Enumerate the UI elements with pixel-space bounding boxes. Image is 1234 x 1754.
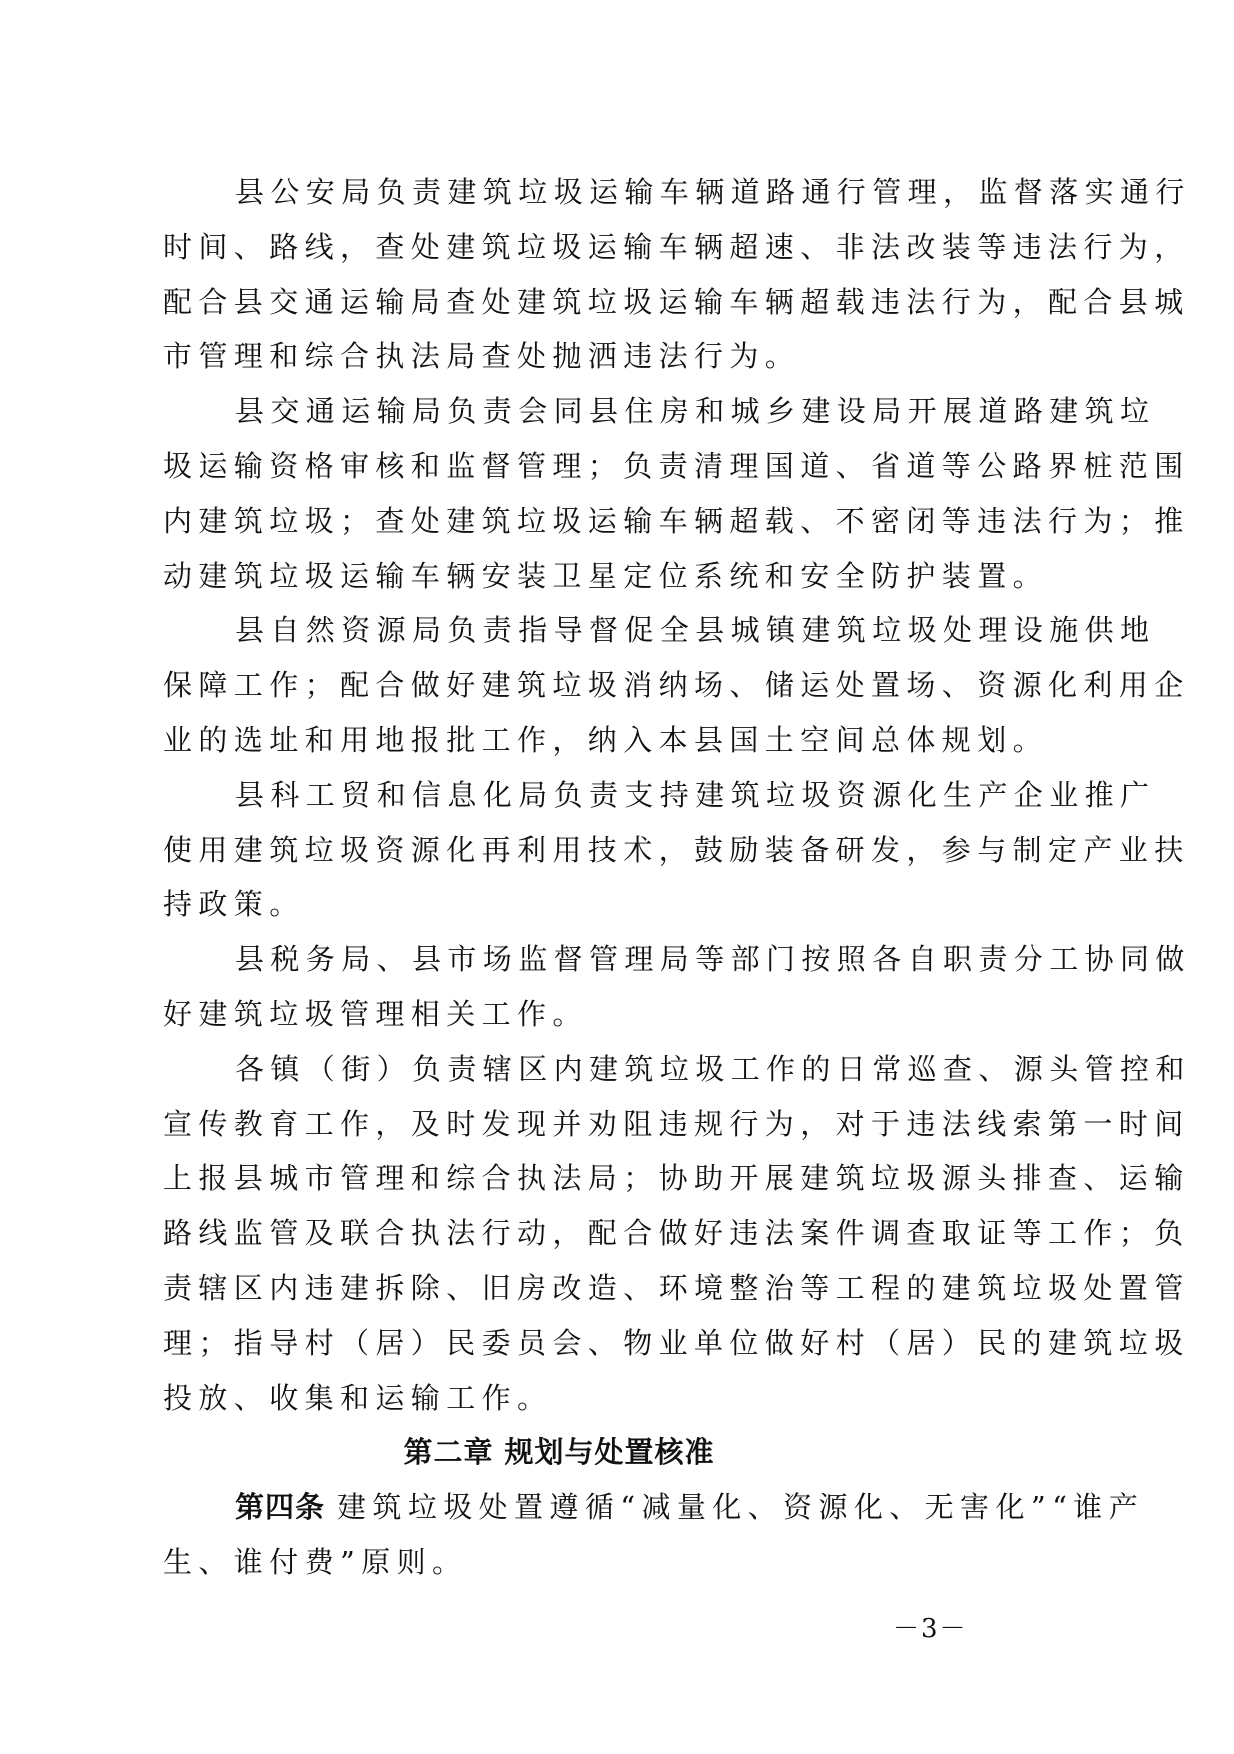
text-line: 县税务局、县市场监督管理局等部门按照各自职责分工协同做 — [235, 942, 1191, 977]
text-line: 使用建筑垃圾资源化再利用技术，鼓励装备研发，参与制定产业扶 — [163, 832, 1190, 867]
chapter-heading: 第二章 规划与处置核准 — [403, 1435, 715, 1470]
text-line: 生、谁付费”原则。 — [163, 1544, 468, 1579]
paragraph-industry-it — [163, 768, 1190, 932]
text-line: 圾运输资格审核和监督管理；负责清理国道、省道等公路界桩范围 — [163, 448, 1190, 483]
text-line: 保障工作；配合做好建筑垃圾消纳场、储运处置场、资源化利用企 — [163, 668, 1190, 703]
text-line: 内建筑垃圾；查处建筑垃圾运输车辆超载、不密闭等违法行为；推 — [163, 503, 1190, 538]
text-line: 县自然资源局负责指导督促全县城镇建筑垃圾处理设施供地 — [235, 613, 1156, 648]
text-line: 路线监管及联合执法行动，配合做好违法案件调查取证等工作；负 — [163, 1216, 1190, 1251]
text-line: 持政策。 — [163, 887, 305, 922]
text-line: 理；指导村（居）民委员会、物业单位做好村（居）民的建筑垃圾 — [163, 1325, 1190, 1360]
page-number: －3－ — [893, 1614, 968, 1644]
text-line — [163, 1480, 1145, 1535]
article-four — [163, 1480, 1145, 1590]
text-line: 上报县城市管理和综合执法局；协助开展建筑垃圾源头排查、运输 — [163, 1161, 1190, 1196]
paragraph-transport — [163, 384, 1190, 603]
text-line: 各镇（街）负责辖区内建筑垃圾工作的日常巡查、源头管控和 — [235, 1051, 1191, 1086]
text-line: 县科工贸和信息化局负责支持建筑垃圾资源化生产企业推广 — [235, 777, 1156, 812]
text-line: 配合县交通运输局查处建筑垃圾运输车辆超载违法行为，配合县城 — [163, 284, 1190, 319]
paragraph-natural-resources — [163, 603, 1190, 767]
document-body — [163, 165, 1191, 1590]
text-line: 时间、路线，查处建筑垃圾运输车辆超速、非法改装等违法行为， — [163, 229, 1190, 264]
article-text: 建筑垃圾处置遵循“减量化、资源化、无害化”“谁产 — [337, 1490, 1145, 1525]
article-label: 第四条 — [235, 1490, 326, 1525]
text-line: 县交通运输局负责会同县住房和城乡建设局开展道路建筑垃 — [235, 394, 1156, 429]
text-line: 投放、收集和运输工作。 — [163, 1380, 553, 1415]
paragraph-tax-market — [163, 932, 1191, 1042]
text-line: 好建筑垃圾管理相关工作。 — [163, 996, 588, 1031]
text-line: 市管理和综合执法局查处抛洒违法行为。 — [163, 339, 801, 374]
text-line: 动建筑垃圾运输车辆安装卫星定位系统和安全防护装置。 — [163, 558, 1049, 593]
text-line: 业的选址和用地报批工作，纳入本县国土空间总体规划。 — [163, 722, 1049, 757]
paragraph-public-security — [163, 165, 1191, 384]
text-line: 责辖区内违建拆除、旧房改造、环境整治等工程的建筑垃圾处置管 — [163, 1270, 1190, 1305]
text-line: 县公安局负责建筑垃圾运输车辆道路通行管理，监督落实通行 — [235, 175, 1191, 209]
text-line: 宣传教育工作，及时发现并劝阻违规行为，对于违法线索第一时间 — [163, 1106, 1190, 1141]
paragraph-towns-streets — [163, 1042, 1191, 1426]
